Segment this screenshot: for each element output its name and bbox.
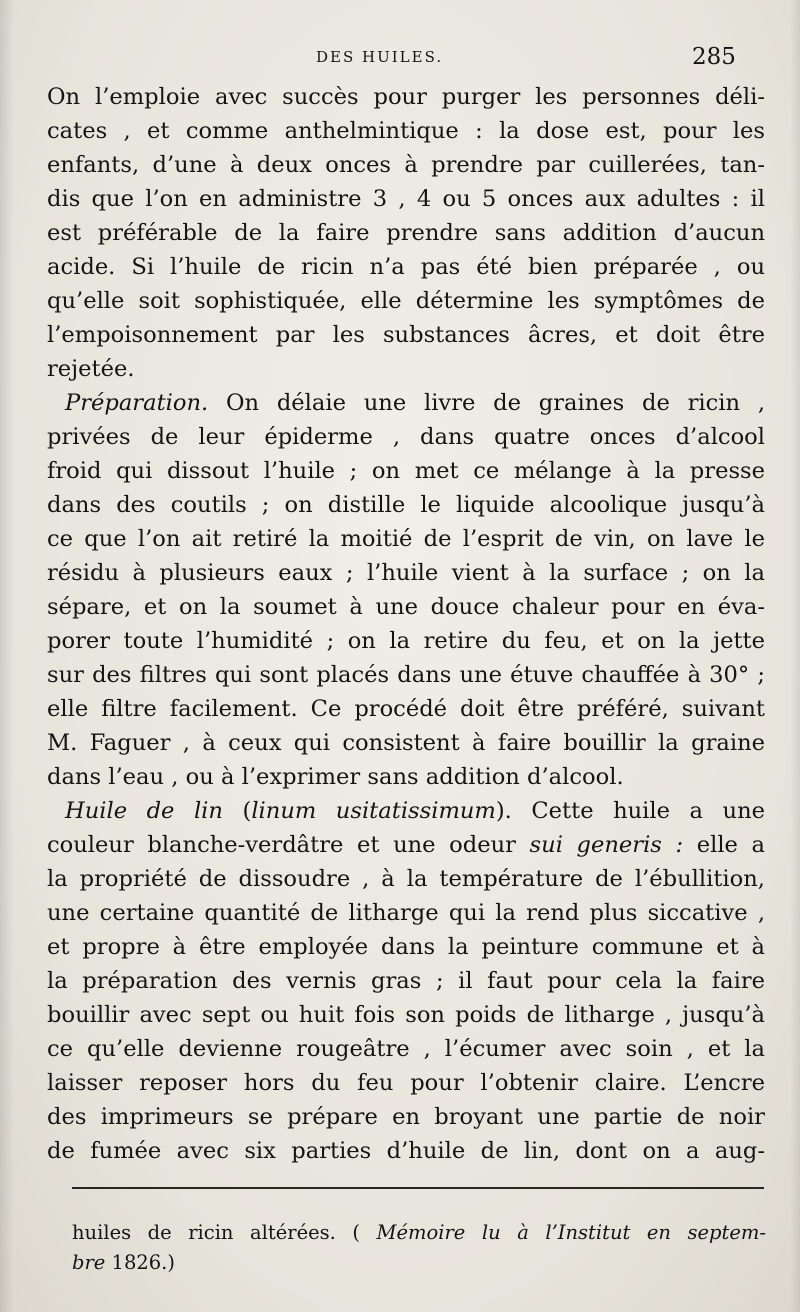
paragraph-1-line-6: acide. Si l’huile de ricin n’a pas été bien préparée , ou [47,254,765,280]
paragraph-1-line-8: l’empoisonnement par les substances âcres, et doit être [47,322,765,348]
body-text [47,80,765,1168]
paragraph-3-line-5: et propre à être employée dans la peinture commune et à [47,934,765,960]
running-title: DES HUILES. [316,48,444,66]
paragraph-2-line-8: porer toute l’humidité ; on la retire du feu, et on la jette [47,628,765,654]
paragraph-2-line-4: dans des coutils ; on distille le liquide alcoolique jusqu’à [47,492,765,518]
running-head [0,44,800,74]
paragraph-3-line-3: la propriété de dissoudre , à la température de l’ébullition, [47,866,765,892]
paragraph-3-line-10: des imprimeurs se prépare en broyant une partie de noir [47,1104,765,1130]
footnote-memoire: Mémoire lu à l’Institut en septem- [376,1221,766,1244]
paragraph-3-line-9: laisser reposer hors du feu pour l’obtenir claire. L’encre [47,1070,765,1096]
paragraph-1-line-1: On l’emploie avec succès pour purger les personnes déli- [47,84,765,110]
footnote-bre: bre [72,1251,106,1274]
footnote-rule [72,1187,764,1189]
paragraph-2-line-3: froid qui dissout l’huile ; on met ce mélange à la presse [47,458,765,484]
page-number: 285 [692,44,736,70]
latin-close: ). Cette huile a une [495,798,765,824]
paragraph-1-line-5: est préférable de la faire prendre sans addition d’aucun [47,220,765,246]
paragraph-1-line-3: enfants, d’une à deux onces à prendre par cuillerées, tan- [47,152,765,178]
paragraph-2-line-1-text: On délaie une livre de graines de ricin , [208,390,765,416]
paragraph-2-line-6: résidu à plusieurs eaux ; l’huile vient à la surface ; on la [47,560,765,586]
paragraph-3-line-2-start: couleur blanche-verdâtre et une odeur [47,832,530,858]
footnote-line-2 [72,1248,766,1278]
paragraph-3-line-8: ce qu’elle devienne rougeâtre , l’écumer avec soin , et la [47,1036,765,1062]
paragraph-3-line-6: la préparation des vernis gras ; il faut pour cela la faire [47,968,765,994]
footnote-year: 1826.) [105,1251,175,1274]
paragraph-1-line-9: rejetée. [47,356,135,382]
paragraph-2-line-1 [47,386,765,420]
footnote-line-1 [72,1218,766,1248]
paragraph-2-line-10: elle filtre facilement. Ce procédé doit être préféré, suivant [47,696,765,722]
latin-name: linum usitatissimum [251,798,496,824]
paragraph-2-line-12: dans l’eau , ou à l’exprimer sans addition d’alcool. [47,764,624,790]
paragraph-3-line-1 [47,794,765,828]
paragraph-2-line-5: ce que l’on ait retiré la moitié de l’esprit de vin, on lave le [47,526,765,552]
footnote [72,1218,766,1278]
paragraph-1-line-7: qu’elle soit sophistiquée, elle détermine les symptômes de [47,288,765,314]
paragraph-3-line-11: de fumée avec six parties d’huile de lin, dont on a aug- [47,1138,765,1164]
paragraph-2-line-9: sur des filtres qui sont placés dans une étuve chauffée à 30° ; [47,662,765,688]
paragraph-1-line-2: cates , et comme anthelmintique : la dose est, pour les [47,118,765,144]
paragraph-1-line-4: dis que l’on en administre 3 , 4 ou 5 onces aux adultes : il [47,186,765,212]
paragraph-3-line-2-end: elle a [683,832,766,858]
sui-generis: sui generis : [529,832,684,858]
footnote-line-1-start: huiles de ricin altérées. ( [72,1221,377,1244]
paragraph-2-line-2: privées de leur épiderme , dans quatre onces d’alcool [47,424,765,450]
preparation-heading: Préparation. [65,390,209,416]
paragraph-2-line-11: M. Faguer , à ceux qui consistent à faire bouillir la graine [47,730,765,756]
paragraph-3-line-7: bouillir avec sept ou huit fois son poids de litharge , jusqu’à [47,1002,765,1028]
latin-open: ( [222,798,252,824]
paragraph-3-line-4: une certaine quantité de litharge qui la rend plus siccative , [47,900,765,926]
paragraph-2-line-7: sépare, et on la soumet à une douce chaleur pour en éva- [47,594,765,620]
paragraph-3-line-2 [47,828,765,862]
huile-de-lin-heading: Huile de lin [65,798,223,824]
